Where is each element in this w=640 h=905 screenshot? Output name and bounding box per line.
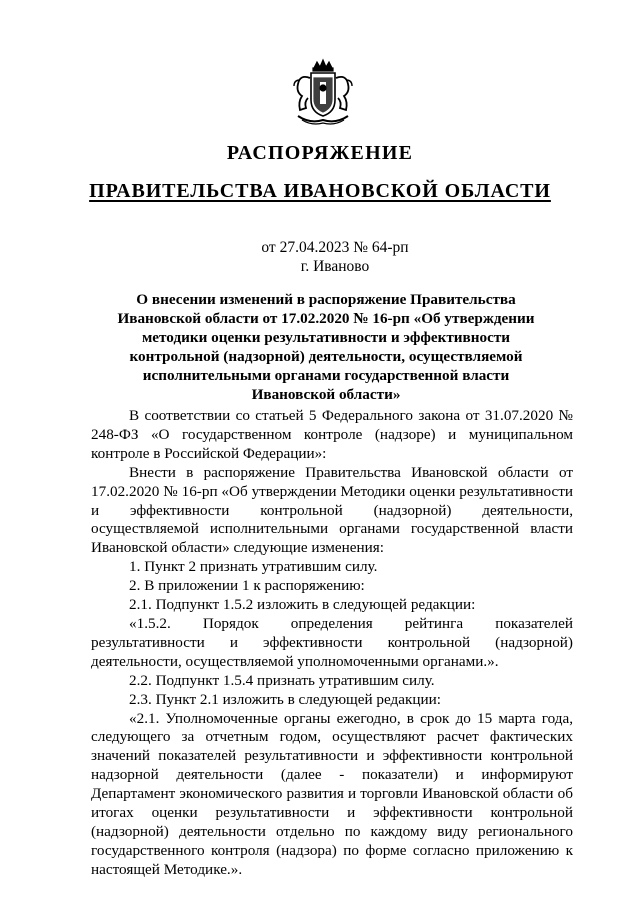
paragraph: 2.2. Подпункт 1.5.4 признать утратившим силу. <box>129 671 435 689</box>
document-date-number: от 27.04.2023 № 64-рп <box>261 239 409 256</box>
document-body <box>91 407 573 880</box>
paragraph: Внести в распоряжение Правительства Ивановской области от 17.02.2020 № 16-рп «Об утверждении Методики оценки результативности и эффективности контрольной (надзорной) деятельности, осуществляемой исполнительными органами государственной власти Ивановской области» следующие изменения: <box>91 463 573 557</box>
document-title: РАСПОРЯЖЕНИЕ <box>226 142 414 164</box>
paragraph: 2. В приложении 1 к распоряжению: <box>129 577 365 595</box>
document-subject: О внесении изменений в распоряжение Правительства Ивановской области от 17.02.2020 № 16-рп «Об утверждении методики оценки результативности и эффективности контрольной (надзорной) деятельности, осуществляемой исполнительными органами государственной власти Ивановской области» <box>117 291 535 403</box>
document-issuer: ПРАВИТЕЛЬСТВА ИВАНОВСКОЙ ОБЛАСТИ <box>89 180 551 202</box>
coat-of-arms-icon <box>290 58 356 128</box>
paragraph: «1.5.2. Порядок определения рейтинга показателей результативности и эффективности контрольной (надзорной) деятельности, осуществляемой уполномоченными органами.». <box>91 614 573 670</box>
paragraph: 2.1. Подпункт 1.5.2 изложить в следующей редакции: <box>129 596 476 614</box>
paragraph: 2.3. Пункт 2.1 изложить в следующей редакции: <box>129 690 442 708</box>
paragraph: В соответствии со статьей 5 Федерального закона от 31.07.2020 № 248-ФЗ «О государственном контроле (надзоре) и муниципальном контроле в Российской Федерации»: <box>91 407 573 462</box>
paragraph: 1. Пункт 2 признать утратившим силу. <box>129 558 378 576</box>
paragraph: «2.1. Уполномоченные органы ежегодно, в срок до 15 марта года, следующего за отчетным годом, осуществляют расчет фактических значений показателей результативности и эффективности контрольной надзорной деятельности (далее - показатели) и информируют Департамент экономического развития и торговли Ивановской области об итогах оценки результативности и эффективности контрольной (надзорной) деятельности отдельно по каждому виду регионального государственного контроля (надзора) по форме согласно приложению к настоящей Методике.». <box>91 709 573 878</box>
document-city: г. Иваново <box>300 258 370 275</box>
